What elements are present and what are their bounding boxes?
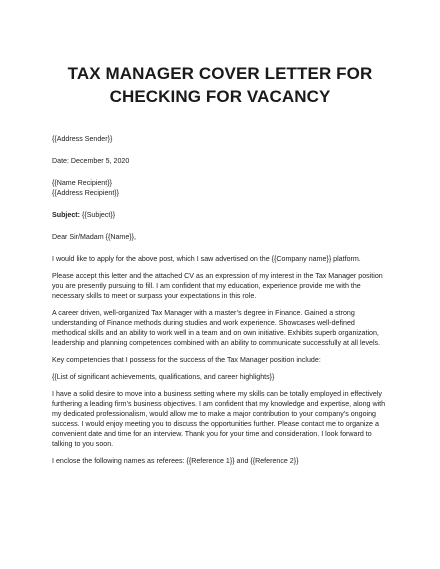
name-recipient: {{Name Recipient}} bbox=[52, 179, 112, 187]
paragraph-6: I have a solid desire to move into a business setting where my skills can be totally employed in effectively furthering a leading firm’s business objectives. I am confident that my knowledge and expertise, along with my dedicated professionalism, would allow me to make a major contribution to your company’s ongoing success. I would enjoy meeting you to discuss the opportunities further. Please contact me to organize a convenient date and time for an interview. Thank you for your time and consideration. I look forward to talking to you soon. bbox=[52, 390, 386, 448]
paragraph-4: Key competencies that I possess for the success of the Tax Manager position include: bbox=[52, 356, 321, 364]
paragraph-2: Please accept this letter and the attached CV as an expression of my interest in the Tax Manager position you are presently pursuing to fill. I am confident that my education, experience provide me with the necessary skills to meet or surpass your expectations in this role. bbox=[52, 272, 383, 300]
subject-label: Subject: bbox=[52, 211, 80, 219]
letter-body bbox=[52, 134, 388, 466]
document-title bbox=[52, 0, 388, 108]
subject-line bbox=[52, 210, 388, 220]
title-line-1: TAX MANAGER COVER LETTER FOR bbox=[67, 64, 373, 83]
address-sender: {{Address Sender}} bbox=[52, 135, 113, 143]
letter-date: Date: December 5, 2020 bbox=[52, 157, 130, 165]
subject-value: {{Subject}} bbox=[79, 211, 116, 219]
paragraph-3: A career driven, well-organized Tax Manager with a master’s degree in Finance. Gained a strong understanding of Finance methods during studies and work experience. Showcases well-defined methodical skills and an ability to work well in a team and on own initiative. Exhibits superb organization, leadership and planning competences combined with an ability to communicate successfully at all levels. bbox=[52, 309, 381, 347]
address-recipient: {{Address Recipient}} bbox=[52, 189, 120, 197]
paragraph-7: I enclose the following names as referees: {{Reference 1}} and {{Reference 2}} bbox=[52, 457, 299, 465]
paragraph-1: I would like to apply for the above post, which I saw advertised on the {{Company name}} platform. bbox=[52, 255, 361, 263]
salutation: Dear Sir/Madam {{Name}}, bbox=[52, 233, 136, 241]
title-line-2: CHECKING FOR VACANCY bbox=[109, 87, 331, 106]
paragraph-5: {{List of significant achievements, qualifications, and career highlights}} bbox=[52, 373, 275, 381]
